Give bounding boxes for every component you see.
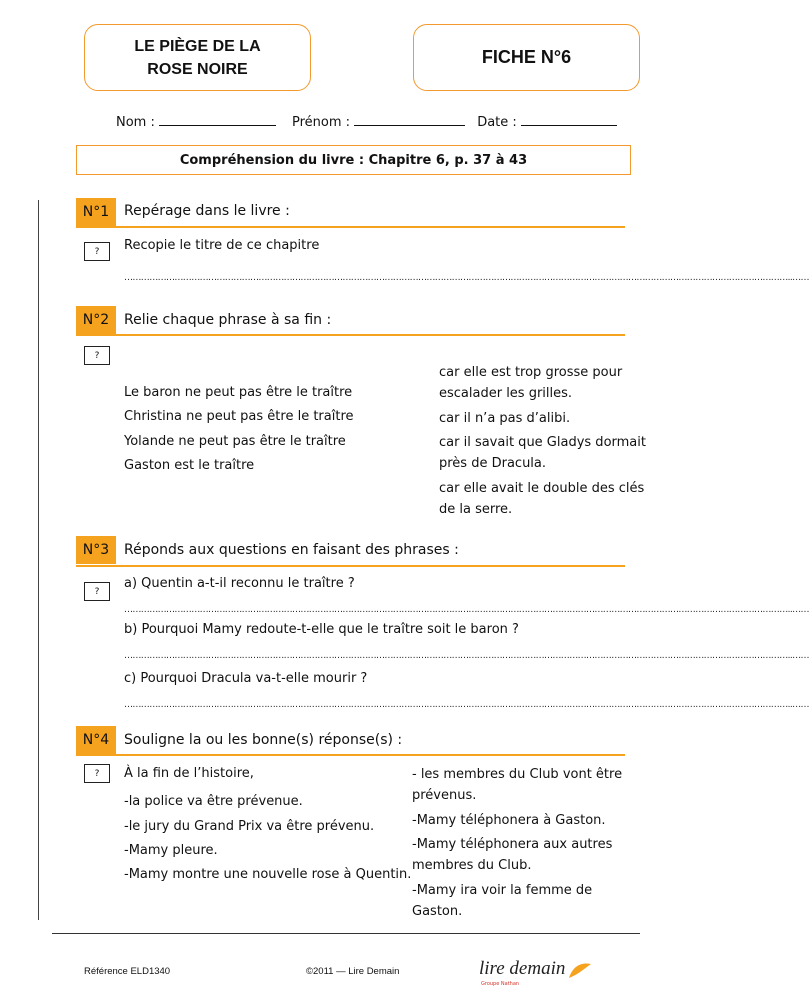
exercise-3-answer-line-c[interactable]: …………………………………………………………………………………………………………………………………………………………………………………………………………………..…… bbox=[124, 700, 809, 710]
exercise-2-right-item[interactable]: car elle avait le double des clés bbox=[439, 481, 645, 496]
exercise-2-number: N°2 bbox=[76, 306, 116, 334]
exercise-4-left-option[interactable]: -Mamy montre une nouvelle rose à Quentin. bbox=[124, 867, 412, 882]
exercise-4-right-option[interactable]: -Mamy téléphonera aux autres bbox=[412, 837, 613, 852]
book-title-box bbox=[84, 24, 311, 91]
book-title-line1: LE PIÈGE DE LA bbox=[134, 37, 261, 55]
name-label: Nom : bbox=[116, 115, 155, 130]
footer-reference: Référence ELD1340 bbox=[84, 966, 171, 977]
exercise-2-left-item[interactable]: Gaston est le traître bbox=[124, 458, 255, 473]
firstname-field[interactable] bbox=[354, 116, 465, 126]
exercise-2-right-item[interactable]: car elle est trop grosse pour bbox=[439, 365, 623, 380]
exercise-3-help-box: ? bbox=[84, 582, 110, 601]
exercise-3-question-a: a) Quentin a-t-il reconnu le traître ? bbox=[124, 576, 355, 591]
subtitle: Compréhension du livre : Chapitre 6, p. 37 à 43 bbox=[179, 152, 528, 168]
exercise-2-right-item[interactable]: car il n’a pas d’alibi. bbox=[439, 411, 571, 426]
book-title-line2: ROSE NOIRE bbox=[147, 60, 248, 78]
exercise-4-lead: À la fin de l’histoire, bbox=[124, 766, 254, 781]
exercise-4-right-option[interactable]: membres du Club. bbox=[412, 858, 532, 873]
exercise-1-answer-line[interactable]: …………………………………………………………………………………………………………………………………………………………………………………………………………………..…… bbox=[124, 273, 809, 283]
exercise-4-left-option[interactable]: -le jury du Grand Prix va être prévenu. bbox=[124, 819, 375, 834]
exercise-4-left-option[interactable]: -Mamy pleure. bbox=[124, 843, 218, 858]
exercise-3-rule bbox=[76, 565, 625, 567]
exercise-2-rule bbox=[76, 334, 625, 336]
exercise-1-rule bbox=[76, 226, 625, 228]
exercise-2-left-item[interactable]: Christina ne peut pas être le traître bbox=[124, 409, 354, 424]
exercise-3-question-b: b) Pourquoi Mamy redoute-t-elle que le traître soit le baron ? bbox=[124, 622, 519, 637]
exercise-4-right-option[interactable]: Gaston. bbox=[412, 904, 463, 919]
exercise-2-left-item[interactable]: Yolande ne peut pas être le traître bbox=[124, 434, 346, 449]
exercise-4-help-box: ? bbox=[84, 764, 110, 783]
sheet-number-box bbox=[413, 24, 640, 91]
date-label: Date : bbox=[477, 115, 517, 130]
name-field[interactable] bbox=[159, 116, 276, 126]
sheet-number: FICHE N°6 bbox=[481, 47, 572, 67]
exercise-2-left-item[interactable]: Le baron ne peut pas être le traître bbox=[124, 385, 353, 400]
exercise-4-right-option[interactable]: -Mamy ira voir la femme de bbox=[412, 883, 593, 898]
footer-copyright: ©2011 — Lire Demain bbox=[306, 966, 400, 977]
exercise-2-right-item[interactable]: car il savait que Gladys dormait bbox=[439, 435, 646, 450]
exercise-4-right-option[interactable]: - les membres du Club vont être bbox=[412, 767, 623, 782]
firstname-label: Prénom : bbox=[292, 115, 351, 130]
exercise-4-right-option[interactable]: -Mamy téléphonera à Gaston. bbox=[412, 813, 606, 828]
footer-rule bbox=[52, 933, 640, 934]
exercise-3-answer-line-a[interactable]: …………………………………………………………………………………………………………………………………………………………………………………………………………………..…… bbox=[124, 605, 809, 615]
exercise-1-title: Repérage dans le livre : bbox=[124, 203, 290, 219]
exercise-3-answer-line-b[interactable]: …………………………………………………………………………………………………………………………………………………………………………………………………………………..…… bbox=[124, 651, 809, 661]
exercise-2-right-item[interactable]: de la serre. bbox=[439, 502, 513, 517]
exercise-2-title: Relie chaque phrase à sa fin : bbox=[124, 312, 332, 328]
exercise-4-title: Souligne la ou les bonne(s) réponse(s) : bbox=[124, 732, 403, 748]
student-info-line bbox=[116, 115, 617, 130]
exercise-1-help-box: ? bbox=[84, 242, 110, 261]
exercise-4-right-option[interactable]: prévenus. bbox=[412, 788, 477, 803]
date-field[interactable] bbox=[521, 116, 617, 126]
exercise-2-help-box: ? bbox=[84, 346, 110, 365]
logo-leaf-icon bbox=[567, 960, 593, 982]
exercise-2-right-item[interactable]: escalader les grilles. bbox=[439, 386, 573, 401]
exercise-4-rule bbox=[76, 754, 625, 756]
exercise-4-left-option[interactable]: -la police va être prévenue. bbox=[124, 794, 303, 809]
exercise-3-title: Réponds aux questions en faisant des phrases : bbox=[124, 542, 459, 558]
margin-line bbox=[38, 200, 39, 920]
exercise-2-right-item[interactable]: près de Dracula. bbox=[439, 456, 547, 471]
subtitle-box bbox=[76, 145, 631, 175]
lire-demain-logo bbox=[479, 958, 599, 992]
exercise-3-number: N°3 bbox=[76, 536, 116, 564]
exercise-1-instruction: Recopie le titre de ce chapitre bbox=[124, 238, 320, 253]
logo-subtitle: Groupe Nathan bbox=[481, 981, 520, 987]
exercise-4-number: N°4 bbox=[76, 726, 116, 754]
exercise-1-number: N°1 bbox=[76, 198, 116, 226]
logo-text: lire demain bbox=[479, 958, 566, 979]
exercise-3-question-c: c) Pourquoi Dracula va-t-elle mourir ? bbox=[124, 671, 368, 686]
